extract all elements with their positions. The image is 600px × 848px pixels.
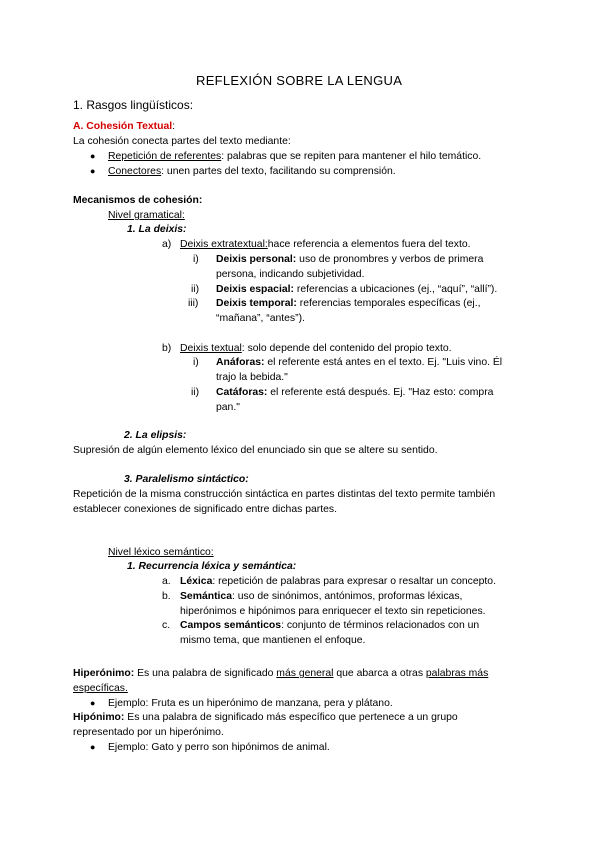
list-marker: i)	[193, 357, 199, 368]
bullet-term: Repetición de referentes	[108, 151, 222, 162]
list-item-continuation: “mañana”, “antes”).	[216, 313, 305, 324]
list-marker: b)	[162, 343, 172, 354]
list-item: Deixis extratextual:hace referencia a elementos fuera del texto.	[180, 239, 471, 250]
list-marker: c.	[162, 620, 171, 631]
cohesion-intro: La cohesión conecta partes del texto mediante:	[73, 136, 291, 147]
deixis-title: 1. La deixis:	[127, 224, 187, 235]
bullet-text: : palabras que se repiten para mantener el hilo temático.	[221, 151, 482, 162]
list-item: Campos semánticos: conjunto de términos relacionados con un	[180, 620, 480, 631]
recurrencia-title: 1. Recurrencia léxica y semántica:	[127, 561, 297, 572]
list-marker: a.	[162, 576, 171, 587]
list-marker: ii)	[191, 284, 200, 295]
list-marker: iii)	[188, 298, 199, 309]
hiponimo-definition: Hipónimo: Es una palabra de significado más específico que pertenece a un grupo	[73, 712, 458, 723]
list-item: Deixis textual: solo depende del contenido del propio texto.	[180, 343, 452, 354]
section-heading: 1. Rasgos lingüísticos:	[73, 98, 194, 112]
list-item	[108, 149, 481, 164]
cohesion-heading: A. Cohesión Textual	[73, 121, 173, 132]
page-title: REFLEXIÓN SOBRE LA LENGUA	[196, 73, 403, 88]
list-marker: b.	[162, 591, 171, 602]
list-item: Semántica: uso de sinónimos, antónimos, proformas léxicas,	[180, 591, 463, 602]
hiponimo-example: Ejemplo: Gato y perro son hipónimos de animal.	[108, 742, 330, 753]
list-item: Deixis espacial: referencias a ubicaciones (ej., “aquí”, “allí”).	[216, 284, 498, 295]
list-item: Léxica: repetición de palabras para expresar o resaltar un concepto.	[180, 576, 496, 587]
bullet-text: : unen partes del texto, facilitando su comprensión.	[161, 166, 396, 177]
hiperonimo-definition-continuation: específicas.	[73, 683, 128, 694]
list-item-continuation: persona, indicando subjetividad.	[216, 269, 365, 280]
paralelismo-text: establecer conexiones de significado entre dichas partes.	[73, 504, 337, 515]
nivel-gramatical: Nivel gramatical:	[108, 210, 185, 221]
hiperonimo-example: Ejemplo: Fruta es un hiperónimo de manzana, pera y plátano.	[108, 698, 393, 709]
list-item: Deixis temporal: referencias temporales específicas (ej.,	[216, 298, 481, 309]
elipsis-text: Supresión de algún elemento léxico del enunciado sin que se altere su sentido.	[73, 445, 438, 456]
list-marker: a)	[162, 239, 172, 250]
bullet-icon: ●	[90, 742, 96, 752]
list-item	[108, 164, 396, 179]
bullet-icon: ●	[90, 151, 96, 161]
bullet-icon: ●	[90, 698, 96, 708]
list-marker: i)	[193, 254, 199, 265]
bullet-icon: ●	[90, 166, 96, 176]
list-marker: ii)	[191, 387, 200, 398]
hiperonimo-definition: Hiperónimo: Es una palabra de significado más general que abarca a otras palabras más	[73, 668, 489, 679]
list-item-continuation: hiperónimos e hipónimos para enriquecer el texto sin repeticiones.	[180, 606, 486, 617]
bullet-term: Conectores	[108, 166, 162, 177]
elipsis-title: 2. La elipsis:	[124, 430, 187, 441]
cohesion-heading-colon: :	[172, 121, 175, 132]
list-item-continuation: pan."	[216, 402, 240, 413]
paralelismo-text: Repetición de la misma construcción sintáctica en partes distintas del texto permite también	[73, 489, 496, 500]
list-item-continuation: trajo la bebida."	[216, 372, 288, 383]
nivel-lexico: Nivel léxico semántico:	[108, 547, 214, 558]
list-item-continuation: mismo tema, que mantienen el enfoque.	[180, 635, 366, 646]
list-item: Deixis personal: uso de pronombres y verbos de primera	[216, 254, 484, 265]
mecanismos-heading: Mecanismos de cohesión:	[73, 195, 203, 206]
cohesion-heading-line	[73, 119, 175, 134]
hiponimo-definition-continuation: representado por un hiperónimo.	[73, 727, 224, 738]
list-item: Anáforas: el referente está antes en el texto. Ej. "Luis vino. Él	[216, 357, 503, 368]
paralelismo-title: 3. Paralelismo sintáctico:	[124, 474, 249, 485]
list-item: Catáforas: el referente está después. Ej. "Haz esto: compra	[216, 387, 494, 398]
